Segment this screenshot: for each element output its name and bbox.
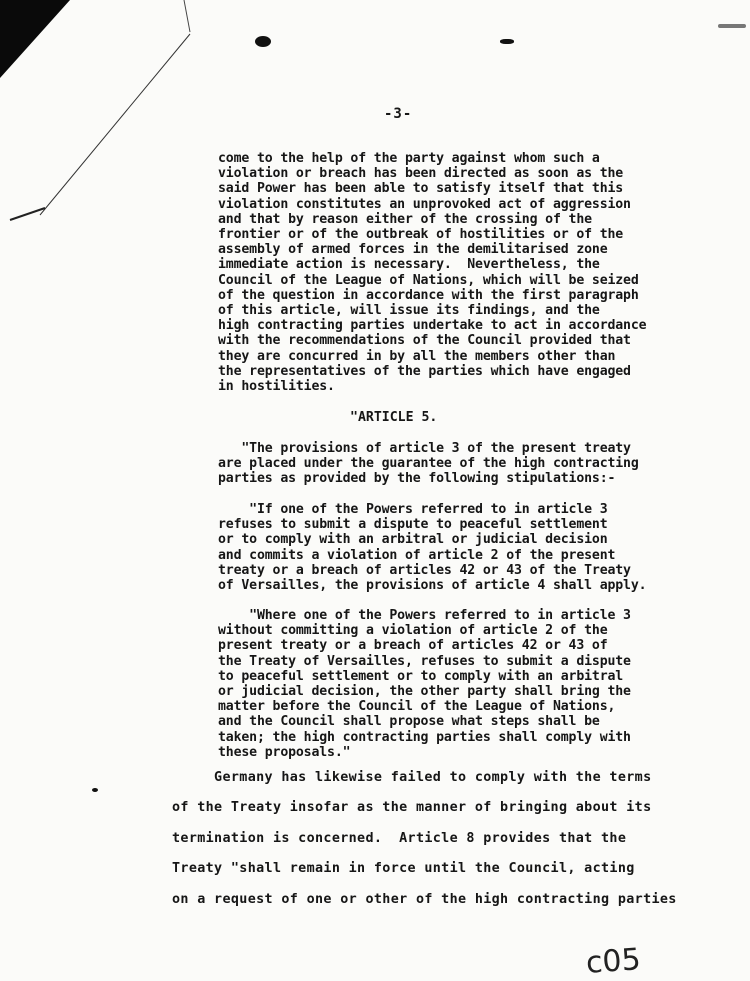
stipulation-one-paragraph: "If one of the Powers referred to in article 3 refuses to submit a dispute to peaceful settlement or to comply with an arbitral or judicial decision and commits a violation of article 2 of the present treaty or a breach of articles 42 or 43 of the Treaty of Versailles, the provisions of article 4 shall apply. [218,502,647,594]
stipulation-two-paragraph: "Where one of the Powers referred to in article 3 without committing a violation of article 2 of the present treaty or a breach of articles 42 or 43 of the Treaty of Versailles, refuses to submit a dispute to peaceful settlement or to comply with an arbitral or judicial decision, the other party shall bring the matter before the Council of the League of Nations, and the Council shall propose what steps shall be taken; the high contracting parties shall comply with these proposals." [218,608,631,760]
ink-blot [500,39,514,44]
closing-paragraph: Germany has likewise failed to comply with the terms of the Treaty insofar as the manner of bringing about its termination is concerned. Article 8 provides that the Treaty "shall remain in force until the Council, acting on a request of one or other of the high contracting parties [172,770,677,907]
handwritten-page-note: c05 [584,942,642,981]
ink-blot [255,36,271,47]
article-intro-paragraph: "The provisions of article 3 of the present treaty are placed under the guarantee of the high contracting parties as provided by the following stipulations:- [218,441,639,487]
ink-speck [92,788,98,792]
article-heading: "ARTICLE 5. [350,410,438,425]
continued-paragraph: come to the help of the party against whom such a violation or breach has been directed as soon as the said Power has been able to satisfy itself that this violation constitutes an unprovoked act of aggression and that by reason either of the crossing of the frontier or of the outbreak of hostilities or of the assembly of armed forces in the demilitarised zone immediate action is necessary. Nevertheless, the Council of the League of Nations, which will be seized of the question in accordance with the first paragraph of this article, will issue its findings, and the high contracting parties undertake to act in accordance with the recommendations of the Council provided that they are concurred in by all the members other than the representatives of the parties which have engaged in hostilities. [218,151,647,395]
page-number: -3- [384,106,413,122]
ink-speck [718,24,746,28]
scan-corner-fold-shadow [0,0,200,240]
